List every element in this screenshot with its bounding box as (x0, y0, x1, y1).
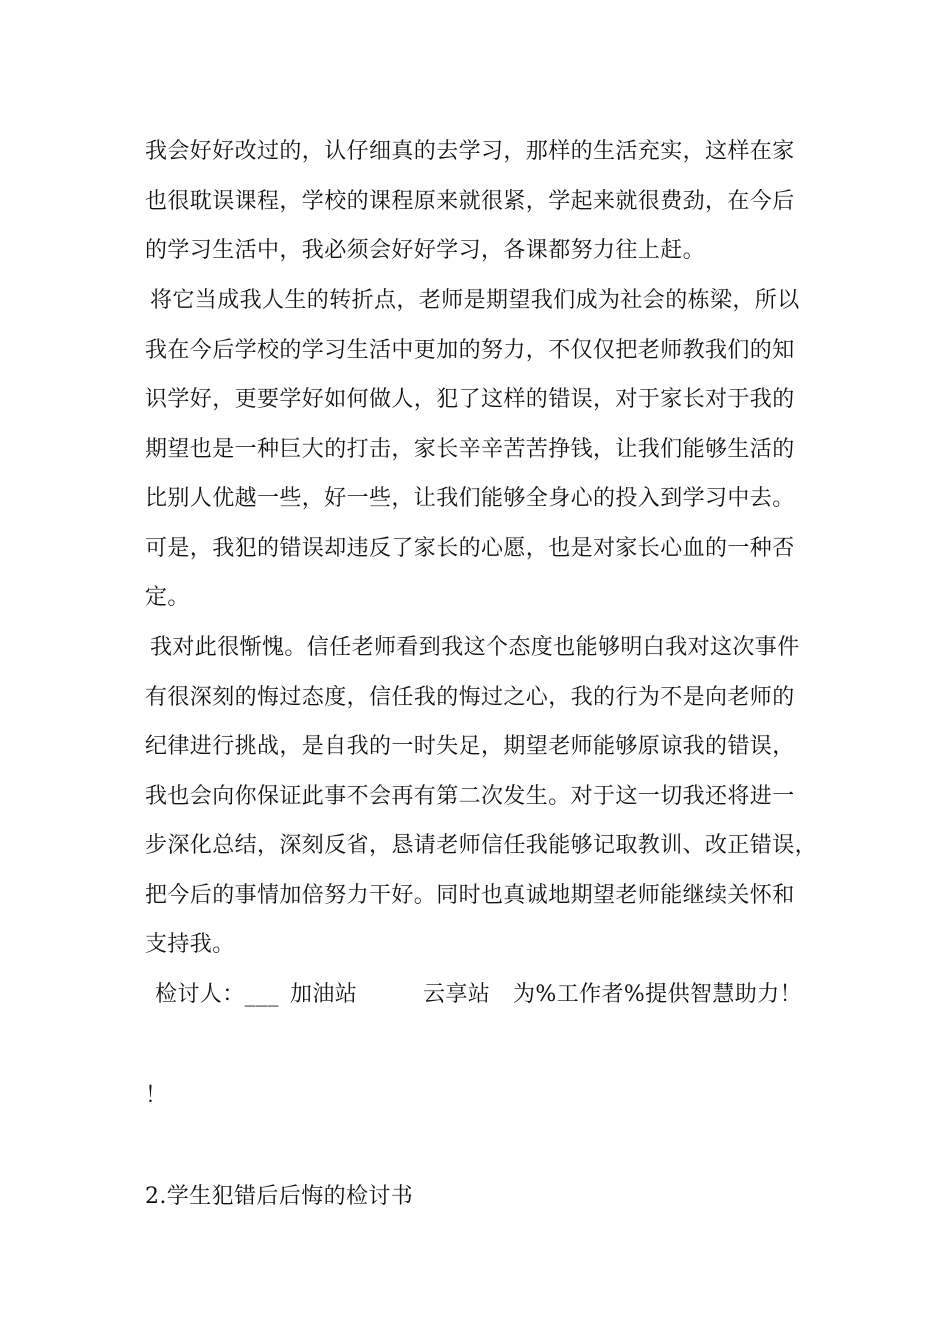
paragraph-2-line-3: 识学好，更要学好如何做人，犯了这样的错误，对于家长对于我的 (145, 387, 795, 412)
signature-line (0, 980, 950, 1010)
paragraph-3-line-4: 我也会向你保证此事不会再有第二次发生。对于这一切我还将进一 (145, 784, 795, 809)
paragraph-2-line-4: 期望也是一种巨大的打击，家长辛辛苦苦挣钱，让我们能够生活的 (145, 437, 795, 462)
signature-label: 检讨人：___ (155, 982, 279, 1007)
signature-site-2: 云享站 (423, 982, 491, 1007)
paragraph-2-line-5: 比别人优越一些，好一些，让我们能够全身心的投入到学习中去。 (145, 486, 795, 511)
paragraph-3-line-5: 步深化总结，深刻反省，恳请老师信任我能够记取教训、改正错误， (145, 833, 818, 858)
next-section-heading: 2.学生犯错后后悔的检讨书 (145, 1184, 414, 1209)
paragraph-2-line-2: 我在今后学校的学习生活中更加的努力，不仅仅把老师教我们的知 (145, 338, 795, 363)
paragraph-3-line-2: 有很深刻的悔过态度，信任我的悔过之心，我的行为不是向老师的 (145, 685, 795, 710)
paragraph-2-line-6: 可是，我犯的错误却违反了家长的心愿，也是对家长心血的一种否 (145, 536, 795, 561)
paragraph-3-line-6: 把今后的事情加倍努力干好。同时也真诚地期望老师能继续关怀和 (145, 883, 795, 908)
paragraph-2-line-1: 将它当成我人生的转折点，老师是期望我们成为社会的栋梁，所以 (150, 288, 800, 313)
paragraph-1-line-2: 也很耽误课程，学校的课程原来就很紧，学起来就很费劲，在今后 (145, 189, 795, 214)
paragraph-1-line-1: 我会好好改过的，认仔细真的去学习，那样的生活充实，这样在家 (145, 139, 795, 164)
paragraph-3-line-3: 纪律进行挑战，是自我的一时失足，期望老师能够原谅我的错误， (145, 734, 795, 759)
paragraph-2-line-7: 定。 (145, 585, 190, 610)
exclamation-mark: ！ (145, 1083, 168, 1108)
paragraph-1-line-3: 的学习生活中，我必须会好好学习，各课都努力往上赶。 (145, 238, 706, 263)
paragraph-3-line-1: 我对此很惭愧。信任老师看到我这个态度也能够明白我对这次事件 (150, 635, 800, 660)
paragraph-3-line-7: 支持我。 (145, 932, 235, 957)
signature-site-1: 加油站 (290, 982, 358, 1007)
signature-slogan: 为%工作者%提供智慧助力！ (513, 982, 803, 1007)
